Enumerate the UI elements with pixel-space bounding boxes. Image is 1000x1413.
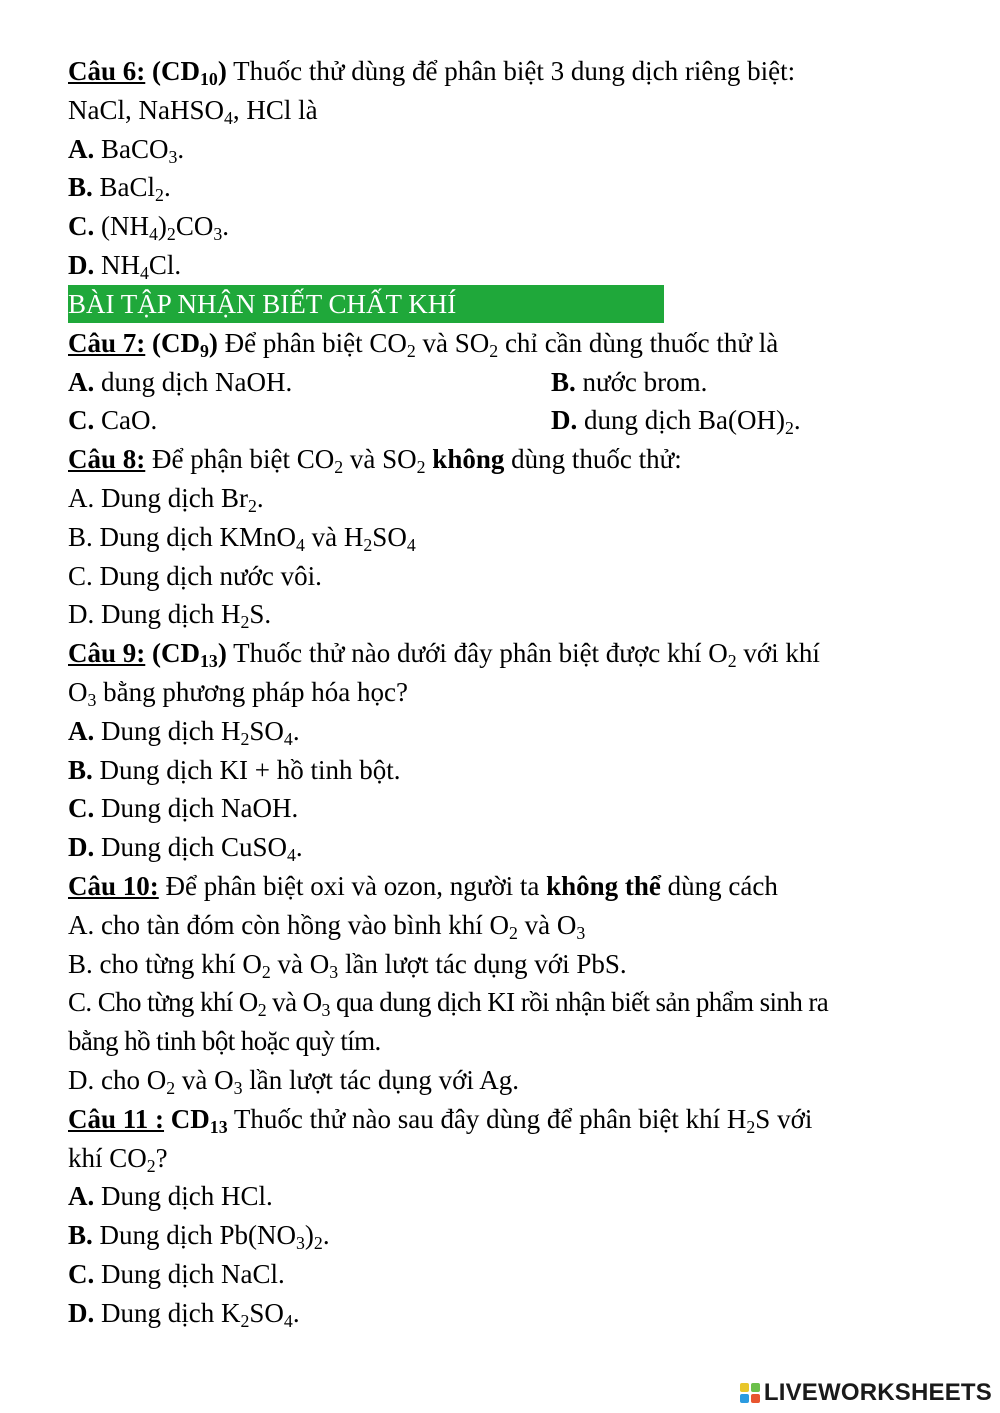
q6-option-a[interactable] — [68, 130, 938, 169]
q6-option-b-text: B. BaCl$_2$. — [68, 172, 171, 206]
q6-text-1: Thuốc thử dùng để phân biệt 3 dung dịch riêng biệt: — [233, 56, 796, 86]
q8-option-a-text: A. Dung dịch $Br_2$. — [68, 482, 264, 516]
worksheet — [68, 52, 938, 1333]
q9-label: Câu 9: — [68, 638, 146, 669]
q9-stem — [68, 634, 938, 673]
logo-square-4 — [751, 1394, 760, 1403]
q8-option-c-text: C. Dung dịch nước vôi. — [68, 560, 322, 591]
q9-text-1: Thuốc thử nào dưới đây phân biệt được khí $O_2$ với khí — [233, 638, 820, 672]
q7-source: $(CD_9)$ — [152, 327, 218, 361]
q6-source: $(CD_{10})$ — [152, 56, 227, 89]
q8-label: Câu 8: — [68, 444, 146, 475]
q10-stem — [68, 867, 938, 906]
q11-option-a-text: A. Dung dịch HCl. — [68, 1181, 273, 1212]
q7-stem — [68, 324, 938, 363]
q9-option-a-text: A. Dung dịch $H_2SO_4$. — [68, 715, 300, 749]
q9-option-a[interactable] — [68, 712, 938, 751]
q10-option-b-text: B. cho từng khí $O_2$ và $O_3$ lần lượt tác dụng với PbS. — [68, 948, 627, 982]
q6-stem — [68, 52, 938, 91]
q10-option-a-text: A. cho tàn đóm còn hồng vào bình khí $O_2$ và $O_3$ — [68, 909, 586, 943]
liveworksheets-brand[interactable] — [740, 1379, 992, 1407]
q9-option-b[interactable] — [68, 751, 938, 790]
q7-option-a[interactable]: A. dung dịch NaOH. — [68, 366, 293, 397]
q10-option-a[interactable] — [68, 906, 938, 945]
q11-option-c[interactable] — [68, 1255, 938, 1294]
q9-stem-cont — [68, 673, 938, 712]
q11-option-a[interactable] — [68, 1177, 938, 1216]
q8-option-b-text: B. Dung dịch KMnO$_4$ và $H_2SO_4$ — [68, 521, 416, 555]
q10-label: Câu 10: — [68, 870, 159, 901]
q8-text: Để phận biệt $CO_2$ và $SO_2$ không dùng thuốc thử: — [152, 444, 682, 478]
q11-option-b-text: B. Dung dịch $Pb(NO_3)_2$. — [68, 1220, 330, 1254]
q7-label: Câu 7: — [68, 327, 146, 358]
q11-stem-cont — [68, 1139, 938, 1178]
q6-option-c-text: C. $(NH_4)_2CO_3$. — [68, 211, 229, 245]
q11-option-c-text: C. Dung dịch NaCl. — [68, 1258, 285, 1289]
q10-option-d[interactable] — [68, 1061, 938, 1100]
liveworksheets-logo-icon — [740, 1383, 760, 1403]
q7-options-row-2 — [68, 401, 938, 440]
q9-text-2: $O_3$ bằng phương pháp hóa học? — [68, 676, 408, 710]
q9-source: $(CD_{13})$ — [152, 638, 227, 672]
q11-option-d-text: D. Dung dịch $K_2SO_4$. — [68, 1297, 300, 1331]
q6-option-c[interactable] — [68, 207, 938, 246]
q11-option-d[interactable] — [68, 1294, 938, 1333]
q8-option-b[interactable] — [68, 518, 938, 557]
q6-option-d-text: D. $NH_4Cl$. — [68, 249, 182, 283]
q7-option-d[interactable]: D. dung dịch $Ba(OH)_2$. — [551, 405, 801, 439]
q6-stem-cont — [68, 91, 938, 130]
q10-option-c-cont[interactable] — [68, 1022, 938, 1061]
q10-option-d-text: D. cho $O_2$ và $O_3$ lần lượt tác dụng với Ag. — [68, 1064, 519, 1098]
logo-square-3 — [740, 1394, 749, 1403]
q8-option-a[interactable] — [68, 479, 938, 518]
q10-option-c[interactable] — [68, 983, 938, 1022]
q9-option-b-text: B. Dung dịch KI + hồ tinh bột. — [68, 754, 401, 785]
q10-option-c-text-2: bằng hồ tinh bột hoặc quỳ tím. — [68, 1026, 381, 1057]
q10-option-b[interactable] — [68, 945, 938, 984]
q11-text-1: Thuốc thử nào sau đây dùng để phân biệt khí $H_2S$ với — [233, 1103, 813, 1137]
q8-option-d-text: D. Dung dịch $H_2S$. — [68, 599, 272, 633]
q8-option-d[interactable] — [68, 595, 938, 634]
q9-option-d-text: D. Dung dịch CuSO$_4$. — [68, 832, 303, 866]
q7-option-b[interactable]: B. nước brom. — [551, 366, 708, 397]
q7-options-row-1 — [68, 363, 938, 402]
brand-text: LIVEWORKSHEETS — [763, 1379, 992, 1406]
q11-source: $CD_{13}$ — [170, 1103, 228, 1137]
q6-option-a-text: A. BaCO$_3$. — [68, 133, 185, 167]
section-banner: BÀI TẬP NHẬN BIẾT CHẤT KHÍ — [68, 285, 664, 323]
q6-option-b[interactable] — [68, 168, 938, 207]
q9-option-c-text: C. Dung dịch NaOH. — [68, 793, 299, 824]
q6-text-2: NaCl, NaHSO$_4$, HCl là — [68, 94, 318, 128]
q11-text-2: khí $CO_2$? — [68, 1142, 168, 1176]
q10-option-c-text-1: C. Cho từng khí $O_2$ và $O_3$ qua dung dịch KI rồi nhận biết sản phẩm sinh ra — [68, 987, 829, 1021]
q7-text: Để phân biệt $CO_2$ và $SO_2$ chỉ cần dùng thuốc thử là — [224, 327, 779, 361]
q6-label: Câu 6: — [68, 56, 146, 86]
q9-option-d[interactable] — [68, 828, 938, 867]
q9-option-c[interactable] — [68, 789, 938, 828]
q10-text: Để phân biệt oxi và ozon, người ta không thể dùng cách — [165, 870, 778, 901]
logo-square-2 — [751, 1383, 760, 1392]
q11-stem — [68, 1100, 938, 1139]
q11-label: Câu 11 : — [68, 1103, 165, 1134]
q6-option-d[interactable] — [68, 246, 938, 285]
q8-stem — [68, 440, 938, 479]
q8-option-c[interactable] — [68, 557, 938, 596]
q11-option-b[interactable] — [68, 1216, 938, 1255]
logo-square-1 — [740, 1383, 749, 1392]
q7-option-c[interactable]: C. CaO. — [68, 405, 158, 436]
